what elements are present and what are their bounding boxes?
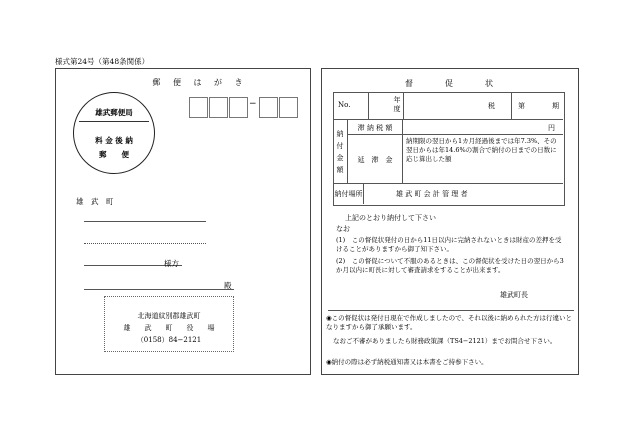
place-label: 納付場所 [334, 190, 363, 198]
entai-label: 延 滞 金 [357, 156, 393, 164]
table-rule-2 [347, 134, 563, 135]
table-vrule-4 [347, 119, 348, 183]
form-reference: 様式第24号（第48条関係） [55, 57, 150, 66]
dai-label: 第 [518, 102, 525, 110]
postmark-stamp [73, 92, 155, 174]
stamp-divider [79, 121, 149, 122]
body-line-1: 上記のとおり納付して下さい [345, 214, 436, 222]
stamp-post-text: 郵 便 [99, 150, 129, 159]
sender-address: 北海道紋別郡雄武町 [137, 312, 201, 320]
tainou-label: 滞 納 税 額 [357, 124, 393, 132]
table-vrule-3 [511, 92, 512, 119]
address-line-1 [84, 221, 206, 222]
dono-label: 殿 [224, 281, 232, 290]
table-rule-1 [333, 119, 563, 120]
footnote-2: なおご不審がありましたら財務政策課（TS4−2121）までお問合せ下さい。 [333, 337, 557, 345]
zei-label: 税 [488, 102, 495, 110]
body-item-2: (2) この督促について不服のあるときは、この督促状を受けた日の翌日から3か月以内に町長に対して審査請求をすることが出来ます。 [336, 257, 564, 274]
town-name: 雄 武 町 [76, 197, 114, 206]
sender-box [104, 296, 234, 352]
table-vrule-5 [402, 119, 403, 183]
footnote-rule [328, 310, 574, 311]
footnote-1: ◉この督促状は発付日現在で作成しましたので、それ以後に納められた方は行違いとなりますから御了承願います。 [326, 314, 573, 331]
footnote-3: ◉納付の際は必ず納税通知書又は本書をご持参下さい。 [326, 358, 488, 366]
zip-box-5[interactable] [279, 97, 298, 118]
sama-label: 様方 [164, 259, 179, 268]
table-vrule-2 [403, 92, 404, 119]
yen-label: 円 [548, 124, 555, 132]
signer: 雄武町長 [500, 291, 528, 299]
notice-title: 督 促 状 [405, 79, 493, 88]
body-line-2: なお [336, 225, 350, 233]
nofu-kingaku-label: 納 付 金 額 [336, 130, 344, 174]
stamp-fee-text: 料 金 後 納 [95, 136, 133, 145]
sender-phone: （0158）84−2121 [136, 336, 202, 344]
zip-box-4[interactable] [259, 97, 278, 118]
zip-box-1[interactable] [189, 97, 208, 118]
zip-box-3[interactable] [229, 97, 248, 118]
table-rule-3 [333, 183, 563, 184]
ki-label: 期 [552, 102, 559, 110]
stamp-office-name: 雄武郵便局 [95, 108, 133, 117]
no-label: No. [338, 101, 351, 109]
place-value: 雄 武 町 会 計 管 理 者 [396, 190, 468, 198]
address-line-2 [84, 243, 206, 244]
zip-dash: − [249, 99, 257, 109]
postcard-title: 郵 便 は が き [152, 78, 248, 87]
table-vrule-1 [368, 92, 369, 119]
name-line [84, 289, 234, 290]
body-item-1: (1) この督促状発付の日から11日以内に完納されないときは財産の差押を受けることがありますから御了知下さい。 [336, 236, 562, 253]
table-vrule-6 [363, 183, 364, 204]
sender-office: 雄 武 町 役 場 [123, 324, 215, 332]
zip-box-2[interactable] [209, 97, 228, 118]
nendo-label: 年 度 [393, 96, 401, 113]
entai-text: 納期限の翌日から1カ月経過後までは年7.3%、その翌日からは年14.6%の割合で納付の日までの日数に応じ算出した額 [406, 137, 557, 163]
